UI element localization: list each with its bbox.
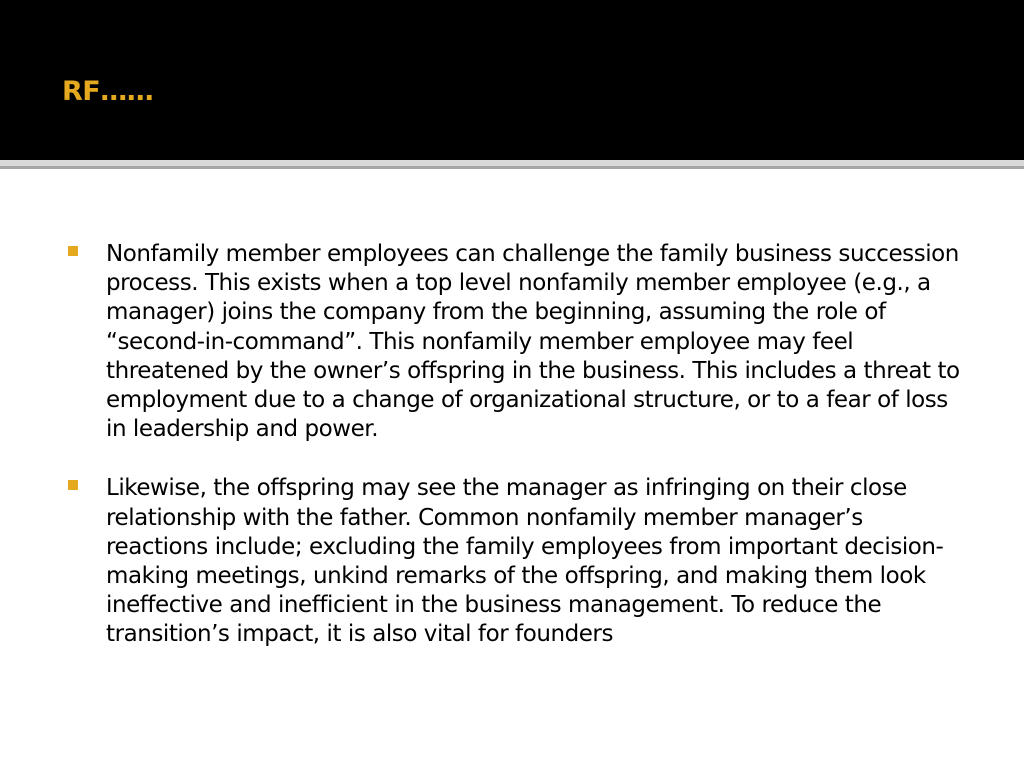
header-divider-dark [0,166,1024,169]
bullet-text: Nonfamily member employees can challenge the family business succession process. This exists when a top level nonfamily member employee (e.g., a manager) joins the company from the beginning, assuming the role of “second-in-command”. This nonfamily member employee may feel threatened by the owner’s offspring in the business. This includes a threat to employment due to a change of organizational structure, or to a fear of loss in leadership and power. [106,241,960,443]
square-bullet-icon [68,480,78,490]
slide-title: RF…… [62,76,154,107]
bullet-item [68,240,968,444]
bullet-list [68,240,968,680]
title-bar [0,0,1024,160]
bullet-text: Likewise, the offspring may see the manager as infringing on their close relationship with the father. Common nonfamily member manager’s reactions include; excluding the family employees from important decision-making meetings, unkind remarks of the offspring, and making them look ineffective and inefficient in the business management. To reduce the transition’s impact, it is also vital for founders [106,475,944,648]
bullet-item [68,474,968,649]
square-bullet-icon [68,246,78,256]
